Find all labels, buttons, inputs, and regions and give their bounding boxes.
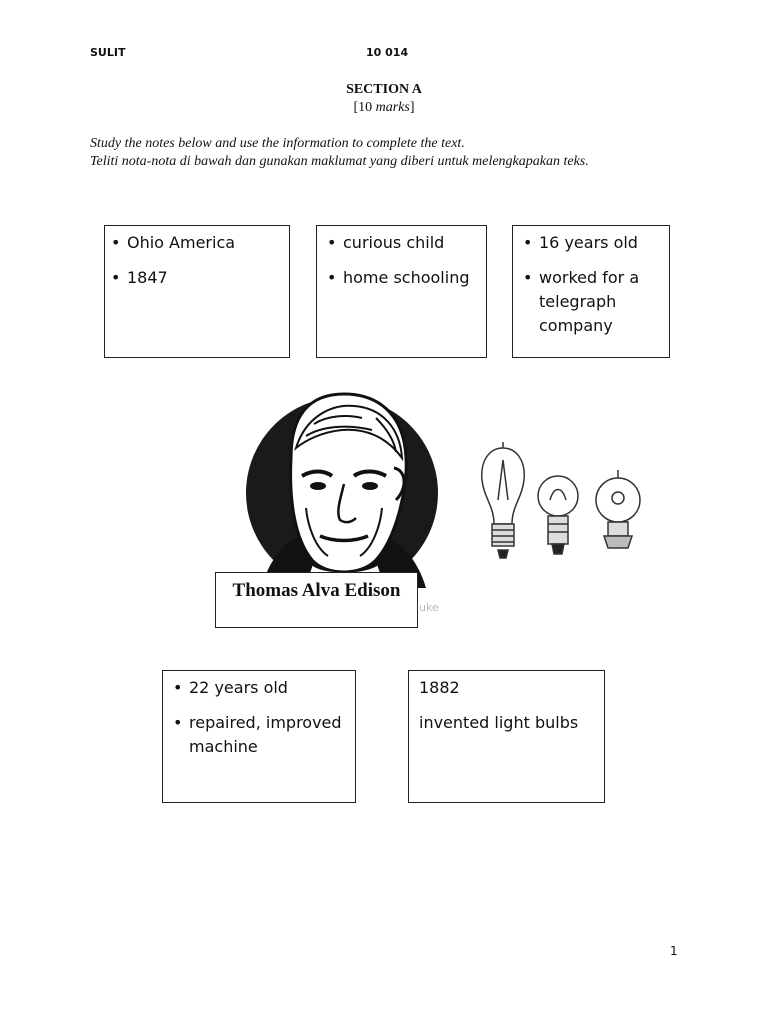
page-number: 1 [670,944,678,958]
section-marks [0,100,768,116]
note-item: 1882 [419,678,460,697]
note-item: invented light bulbs [419,713,579,732]
note-item: • curious child [321,231,486,255]
note-box-first-job [512,225,670,358]
note-item: • Ohio America [105,231,289,255]
note-item: • 1847 [105,266,289,290]
section-title: SECTION A [346,82,422,97]
note-item: • repaired, improved machine [167,711,355,759]
note-box-inventor-age [162,670,356,803]
header-classification: SULIT [90,46,126,59]
instruction-malay: Teliti nota-nota di bawah dan gunakan maklumat yang diberi untuk melengkapakan teks. [90,154,589,169]
note-box-birth [104,225,290,358]
header-paper-code: 10 014 [366,46,409,59]
instruction-english: Study the notes below and use the information to complete the text. [90,136,465,151]
note-item: • worked for a telegraph company [517,266,669,338]
marks-word: marks [375,100,410,115]
marks-open: [10 [353,100,376,115]
note-item: • home schooling [321,266,486,290]
marks-close: ] [409,100,415,115]
note-box-invention [408,670,605,803]
note-box-childhood [316,225,487,358]
note-item: • 22 years old [167,676,355,700]
watermark-text: uke [419,601,439,614]
light-bulbs-illustration [470,440,650,570]
portrait-caption: Thomas Alva Edison [215,572,418,628]
note-item: • 16 years old [517,231,669,255]
edison-portrait-image [236,388,446,588]
